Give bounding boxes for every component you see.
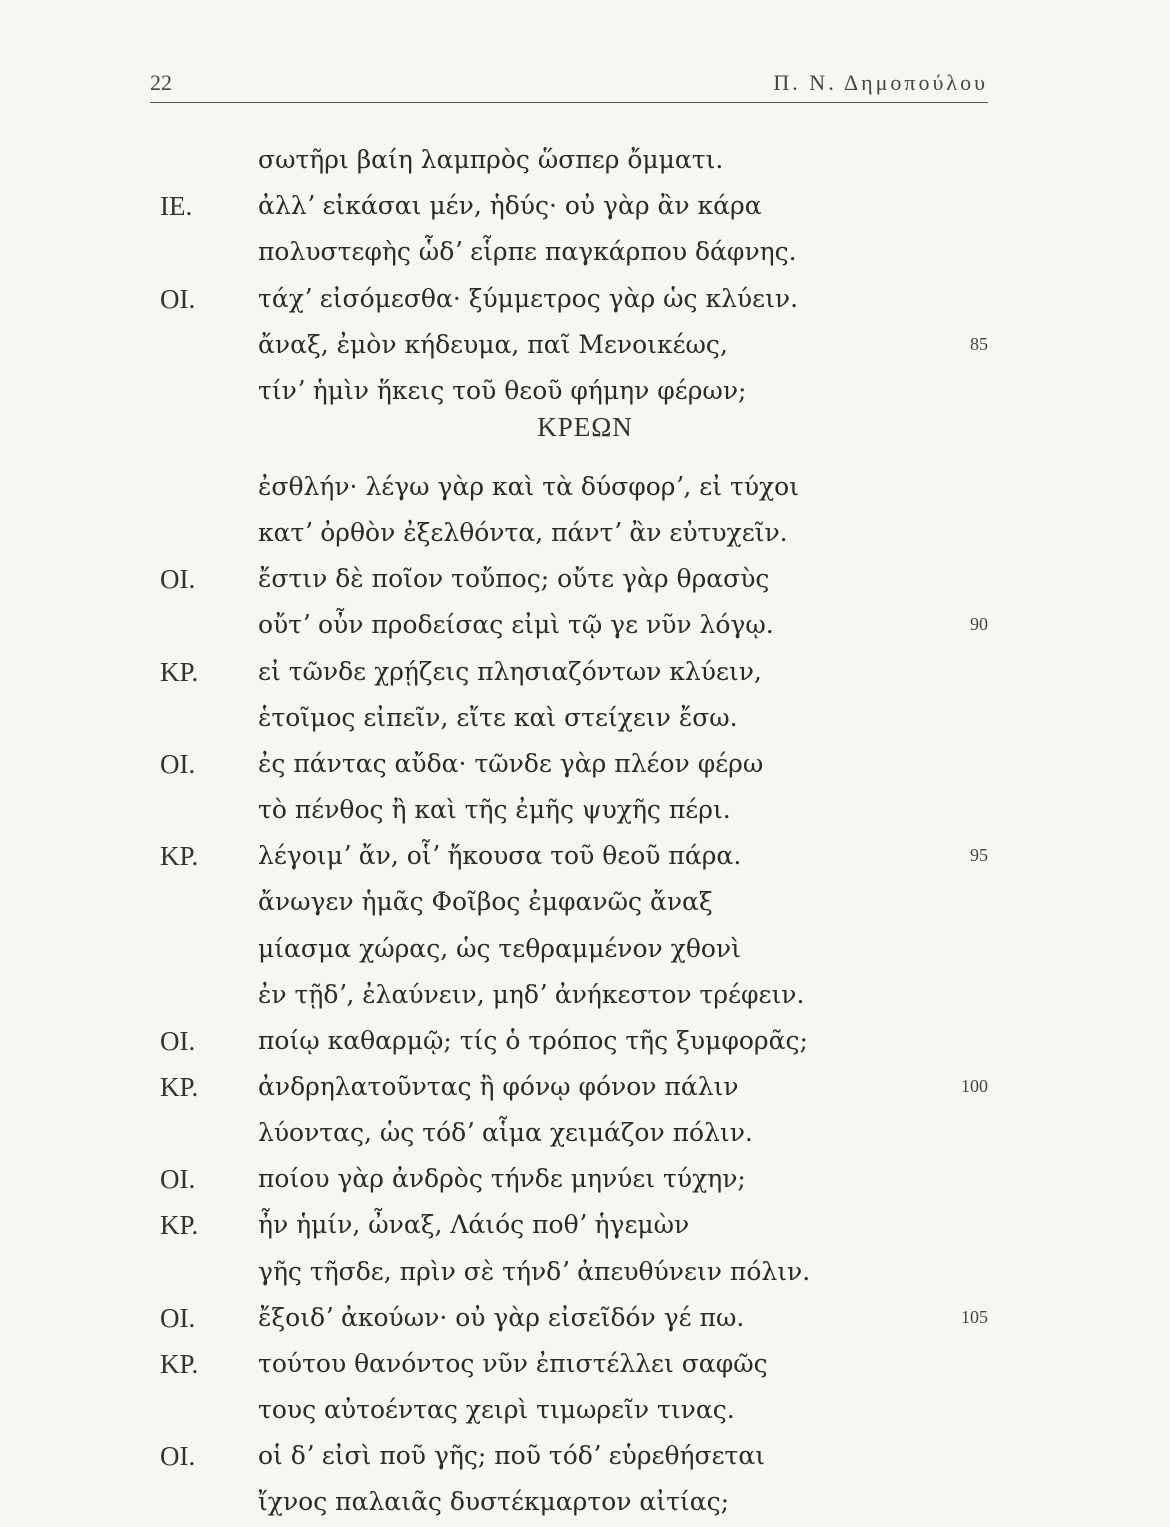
verse-text: ἑτοῖμος εἰπεῖν, εἴτε καὶ στείχειν ἔσω. (258, 702, 738, 732)
verse-line (0, 841, 1170, 881)
verse-line (0, 330, 1170, 370)
speaker-label: ΟΙ. (160, 1164, 196, 1195)
verse-line (0, 1072, 1170, 1112)
verse-line (0, 1349, 1170, 1389)
speaker-label: ΟΙ. (160, 1302, 196, 1333)
verse-text: ἀνδρηλατοῦντας ἢ φόνῳ φόνον πάλιν (258, 1071, 739, 1101)
verse-line (0, 237, 1170, 277)
verse-line (0, 610, 1170, 650)
verse-line (0, 657, 1170, 697)
line-number: 85 (970, 333, 988, 354)
line-number: 100 (961, 1075, 988, 1096)
line-number: 105 (961, 1306, 988, 1327)
verse-line (0, 1395, 1170, 1435)
line-number: 90 (970, 614, 988, 635)
verse-text: τὸ πένθος ἢ καὶ τῆς ἐμῆς ψυχῆς πέρι. (258, 795, 731, 825)
verse-text: ἐσθλήν· λέγω γὰρ καὶ τὰ δύσφορʼ, εἰ τύχοι (258, 472, 800, 501)
verse-line (0, 1441, 1170, 1481)
verse-text: ἄνωγεν ἡμᾶς Φοῖβος ἐμφανῶς ἄναξ (258, 887, 713, 917)
speaker-label: ΚΡ. (160, 841, 199, 872)
speaker-label: ΙΕ. (160, 191, 193, 222)
speaker-label: ΚΡ. (160, 656, 199, 687)
line-number: 95 (970, 845, 988, 866)
verse-line (0, 191, 1170, 231)
verse-text: ποίῳ καθαρμῷ; τίς ὁ τρόπος τῆς ξυμφορᾶς; (258, 1025, 808, 1055)
verse-line (0, 1257, 1170, 1297)
speaker-label: ΟΙ. (160, 1441, 196, 1472)
verse-line (0, 472, 1170, 512)
verse-line (0, 703, 1170, 743)
verse-line (0, 145, 1170, 185)
verse-line (0, 1303, 1170, 1343)
verse-text: ἀλλʼ εἰκάσαι μέν, ἡδύς· οὐ γὰρ ἂν κάρα (258, 191, 762, 221)
speaker-label: ΟΙ. (160, 1025, 196, 1056)
verse-text: ἐς πάντας αὔδα· τῶνδε γὰρ πλέον φέρω (258, 748, 764, 778)
verse-text: λύοντας, ὡς τόδʼ αἷμα χειμάζον πόλιν. (258, 1118, 753, 1148)
speaker-label: ΟΙ. (160, 283, 196, 314)
verse-line (0, 1487, 1170, 1527)
verse-line (0, 749, 1170, 789)
verse-text: γῆς τῆσδε, πρὶν σὲ τήνδʼ ἀπευθύνειν πόλιν. (258, 1256, 811, 1286)
verse-text: ἔστιν δὲ ποῖον τοὔπος; οὔτε γὰρ θρασὺς (258, 564, 770, 594)
speaker-label: ΚΡ. (160, 1210, 199, 1241)
verse-text: τίνʼ ἡμὶν ἥκεις τοῦ θεοῦ φήμην φέρων; (258, 376, 747, 405)
speaker-label: ΟΙ. (160, 564, 196, 595)
page-number: 22 (150, 70, 172, 95)
verse-text: λέγοιμʼ ἄν, οἷʼ ἤκουσα τοῦ θεοῦ πάρα. (258, 841, 742, 871)
verse-line (0, 980, 1170, 1020)
verse-text: τούτου θανόντος νῦν ἐπιστέλλει σαφῶς (258, 1348, 768, 1378)
speaker-label: ΟΙ. (160, 748, 196, 779)
verse-line (0, 1164, 1170, 1204)
verse-line (0, 795, 1170, 835)
verse-text: ἐν τῇδʼ, ἐλαύνειν, μηδʼ ἀνήκεστον τρέφειν. (258, 979, 805, 1009)
verse-text: ἔξοιδʼ ἀκούων· οὐ γὰρ εἰσεῖδόν γέ πω. (258, 1302, 745, 1332)
verse-text: ἄναξ, ἐμὸν κήδευμα, παῖ Μενοικέως, (258, 329, 728, 359)
verse-text: οἱ δʼ εἰσὶ ποῦ γῆς; ποῦ τόδʼ εὑρεθήσεται (258, 1441, 766, 1471)
verse-line (0, 376, 1170, 416)
character-heading: ΚΡΕΩΝ (537, 412, 633, 442)
verse-line (0, 887, 1170, 927)
running-head: Π. Ν. Δημοπούλου (773, 70, 988, 95)
verse-text: ἴχνος παλαιᾶς δυστέκμαρτον αἰτίας; (258, 1487, 730, 1517)
verse-line (0, 1026, 1170, 1066)
verse-line (0, 934, 1170, 974)
verse-text: σωτῆρι βαίη λαμπρὸς ὥσπερ ὄμματι. (258, 145, 724, 174)
verse-text: κατʼ ὀρθὸν ἐξελθόντα, πάντʼ ἂν εὐτυχεῖν. (258, 518, 788, 548)
verse-line (0, 518, 1170, 558)
verse-text: μίασμα χώρας, ὡς τεθραμμένον χθονὶ (258, 933, 741, 963)
verse-text: τους αὐτοέντας χειρὶ τιμωρεῖν τινας. (258, 1395, 735, 1424)
verse-text: ποίου γὰρ ἀνδρὸς τήνδε μηνύει τύχην; (258, 1164, 746, 1194)
verse-text: οὔτʼ οὖν προδείσας εἰμὶ τῷ γε νῦν λόγῳ. (258, 610, 774, 640)
speaker-label: ΚΡ. (160, 1071, 199, 1102)
verse-line (0, 1210, 1170, 1250)
verse-text: τάχʼ εἰσόμεσθα· ξύμμετρος γὰρ ὡς κλύειν. (258, 283, 799, 313)
verse-line (0, 1118, 1170, 1158)
verse-line (0, 564, 1170, 604)
verse-text: εἰ τῶνδε χρῄζεις πλησιαζόντων κλύειν, (258, 656, 762, 686)
verse-text: πολυστεφὴς ὧδʼ εἷρπε παγκάρπου δάφνης. (258, 237, 797, 267)
verse-line (0, 284, 1170, 324)
page-header (150, 66, 988, 103)
verse-text: ἦν ἡμίν, ὦναξ, Λάιός ποθʼ ἡγεμὼν (258, 1210, 690, 1240)
speaker-label: ΚΡ. (160, 1348, 199, 1379)
